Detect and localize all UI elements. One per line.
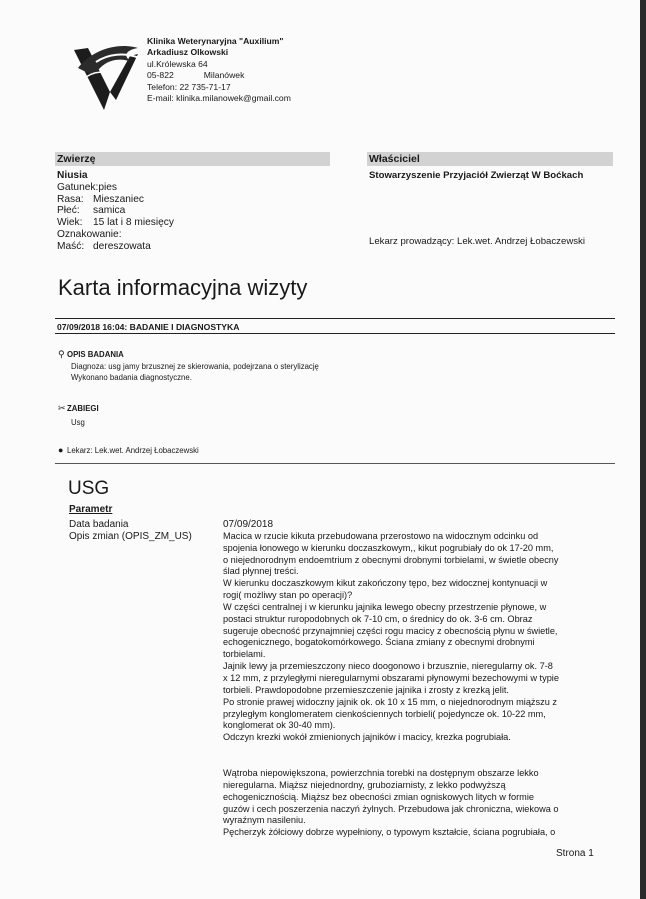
owner-header: Właściciel: [369, 153, 420, 165]
description-line: Po stronie prawej widoczny jajnik ok. ok 10 x 15 mm, o niejednorodnym miąższu z: [223, 696, 557, 707]
age-label: Wiek:: [57, 217, 83, 229]
section-divider: [55, 463, 615, 464]
description-line: sugeruje obecność przynajmniej części rogu macicy z obecnością płynu w świetle,: [223, 625, 558, 636]
exam-section: [58, 349, 319, 383]
sex-label: Płeć:: [57, 205, 80, 217]
color-label: Maść:: [57, 240, 85, 252]
pin-icon: ⚲: [58, 349, 65, 359]
animal-header: Zwierzę: [57, 153, 96, 165]
description-line: przyległym konglomeratem cienkościennych torbieli( pojedyncze ok. 10-22 mm,: [223, 708, 546, 719]
clinic-postal-code: 05-822: [147, 70, 174, 81]
usg-description: [223, 519, 593, 839]
visit-line: 07/09/2018 16:04: BADANIE I DIAGNOSTYKA: [57, 322, 240, 332]
description-line: torbieli. Prawdopodobne przemieszczenie jajnika i zrosty z krezką jelit.: [223, 684, 509, 695]
attending-doctor: Lekarz prowadzący: Lek.wet. Andrzej Łobaczewski: [369, 236, 585, 247]
description-line: nieregularna. Miąższ niejednordny, gruboziarnisty, z lekko podwyższą: [223, 779, 506, 790]
changes-label: Opis zmian (OPIS_ZM_US): [69, 531, 192, 542]
procedures-section: [58, 403, 99, 427]
owner-header-bar: [367, 152, 613, 166]
clinic-phone: Telefon: 22 735-71-17: [147, 81, 231, 92]
description-line: Wątroba niepowiększona, powierzchnia torebki na dostępnym obszarze lekko: [223, 768, 539, 779]
exam-doctor: Lekarz: Lek.wet. Andrzej Łobaczewski: [67, 446, 199, 455]
clinic-street: ul.Królewska 64: [147, 58, 208, 69]
description-line: wyraźnym nasileniu.: [223, 815, 306, 826]
exam-doctor-row: [58, 445, 199, 455]
animal-name: Niusia: [57, 170, 88, 181]
owner-name: Stowarzyszenie Przyjaciół Zwierząt W Boćkach: [369, 170, 584, 181]
description-line: postaci struktur ruropodobnych ok 7-10 cm, o średnicy do ok. 3-6 cm. Obraz: [223, 613, 533, 624]
animal-header-bar: [55, 152, 330, 166]
description-line: guzów i cech poszerzenia naczyń żylnych. Przebudowa jak chroniczna, wiekowa o: [223, 803, 559, 814]
usg-title: USG: [68, 478, 110, 499]
animal-breed: Mieszaniec: [93, 193, 144, 205]
description-line: W części centralnej i w kierunku jajnika lewego obecny przestrzenie płynowe, w: [223, 601, 547, 612]
description-line: W kierunku doczaszkowym kikut zakończony tępo, bez widocznej kontynuacji w: [223, 578, 548, 589]
description-line: Jajnik lewy ja przemieszczony nieco doogonowo i brzusznie, nieregularny ok. 7-8: [223, 661, 553, 672]
description-line: torbielami.: [223, 649, 266, 660]
scan-edge: [640, 0, 646, 899]
description-line: Macica w rzucie kikuta przebudowana przerostowo na widocznym odcinku od: [223, 530, 539, 541]
clinic-email: E-mail: klinika.milanowek@gmail.com: [147, 93, 291, 104]
animal-marking: Oznakowanie:: [57, 228, 122, 240]
description-line: x 12 mm, z przyległymi nieregularnymi obszarami płynowymi bezechowymi w typie: [223, 672, 559, 683]
description-line: rogi( możliwy stan po operacji)?: [223, 590, 353, 601]
animal-species: Gatunek:pies: [57, 181, 118, 193]
exam-line: Wykonano badania diagnostyczne.: [71, 372, 192, 382]
description-line: echogenicznego, bogatokomórkowego. Ściana zmiany z obecnymi drobnymi: [223, 637, 535, 648]
scissors-icon: ✂: [58, 403, 66, 413]
description-line: echogenicznością. Miąższ bez obecności zmian ogniskowych litych w formie: [223, 791, 534, 802]
exam-date: 07/09/2018: [223, 519, 274, 530]
animal-color: dereszowata: [93, 240, 151, 252]
page-title: Karta informacyjna wizyty: [58, 275, 308, 300]
exam-header: OPIS BADANIA: [67, 350, 124, 359]
description-line: o niejednorodnym endoemtrium z obecnymi drobnymi torbielami, w świetle obecny: [223, 554, 559, 565]
date-label: Data badania: [69, 519, 129, 530]
clinic-owner: Arkadiusz Olkowski: [147, 47, 229, 58]
breed-label: Rasa:: [57, 193, 84, 205]
clinic-city: Milanówek: [203, 70, 245, 81]
visit-rule-bottom: [55, 333, 615, 334]
animal-age: 15 lat i 8 miesięcy: [93, 217, 174, 229]
description-line: spojenia łonowego w kierunku doczaszkowym,, kikut pogrubiały do ok 17-20 mm,: [223, 542, 554, 553]
clinic-info: [147, 36, 291, 104]
clinic-logo: [72, 40, 144, 116]
clinic-name: Klinika Weterynaryjna "Auxilium": [147, 36, 284, 46]
page-number: Strona 1: [556, 848, 594, 859]
doctor-icon: ●: [58, 445, 64, 455]
description-line: Pęcherzyk żółciowy dobrze wypełniony, o typowym kształcie, ściana pogrubiała, o: [223, 827, 556, 838]
animal-sex: samica: [93, 205, 126, 217]
visit-rule-top: [55, 318, 615, 319]
description-line: ślad płynnej treści.: [223, 566, 299, 577]
procedures-value: Usg: [71, 418, 85, 427]
exam-line: Diagnoza: usg jamy brzusznej ze skierowania, podejrzana o sterylizację: [71, 362, 319, 371]
description-line: Odczyn krezki wokół zmienionych jajników i macicy, krezka pogrubiała.: [223, 732, 511, 743]
parameter-header: Parametr: [69, 504, 113, 515]
procedures-header: ZABIEGI: [67, 404, 99, 413]
description-line: konglomerat ok 30-40 mm).: [223, 720, 336, 731]
animal-details: [57, 170, 174, 253]
